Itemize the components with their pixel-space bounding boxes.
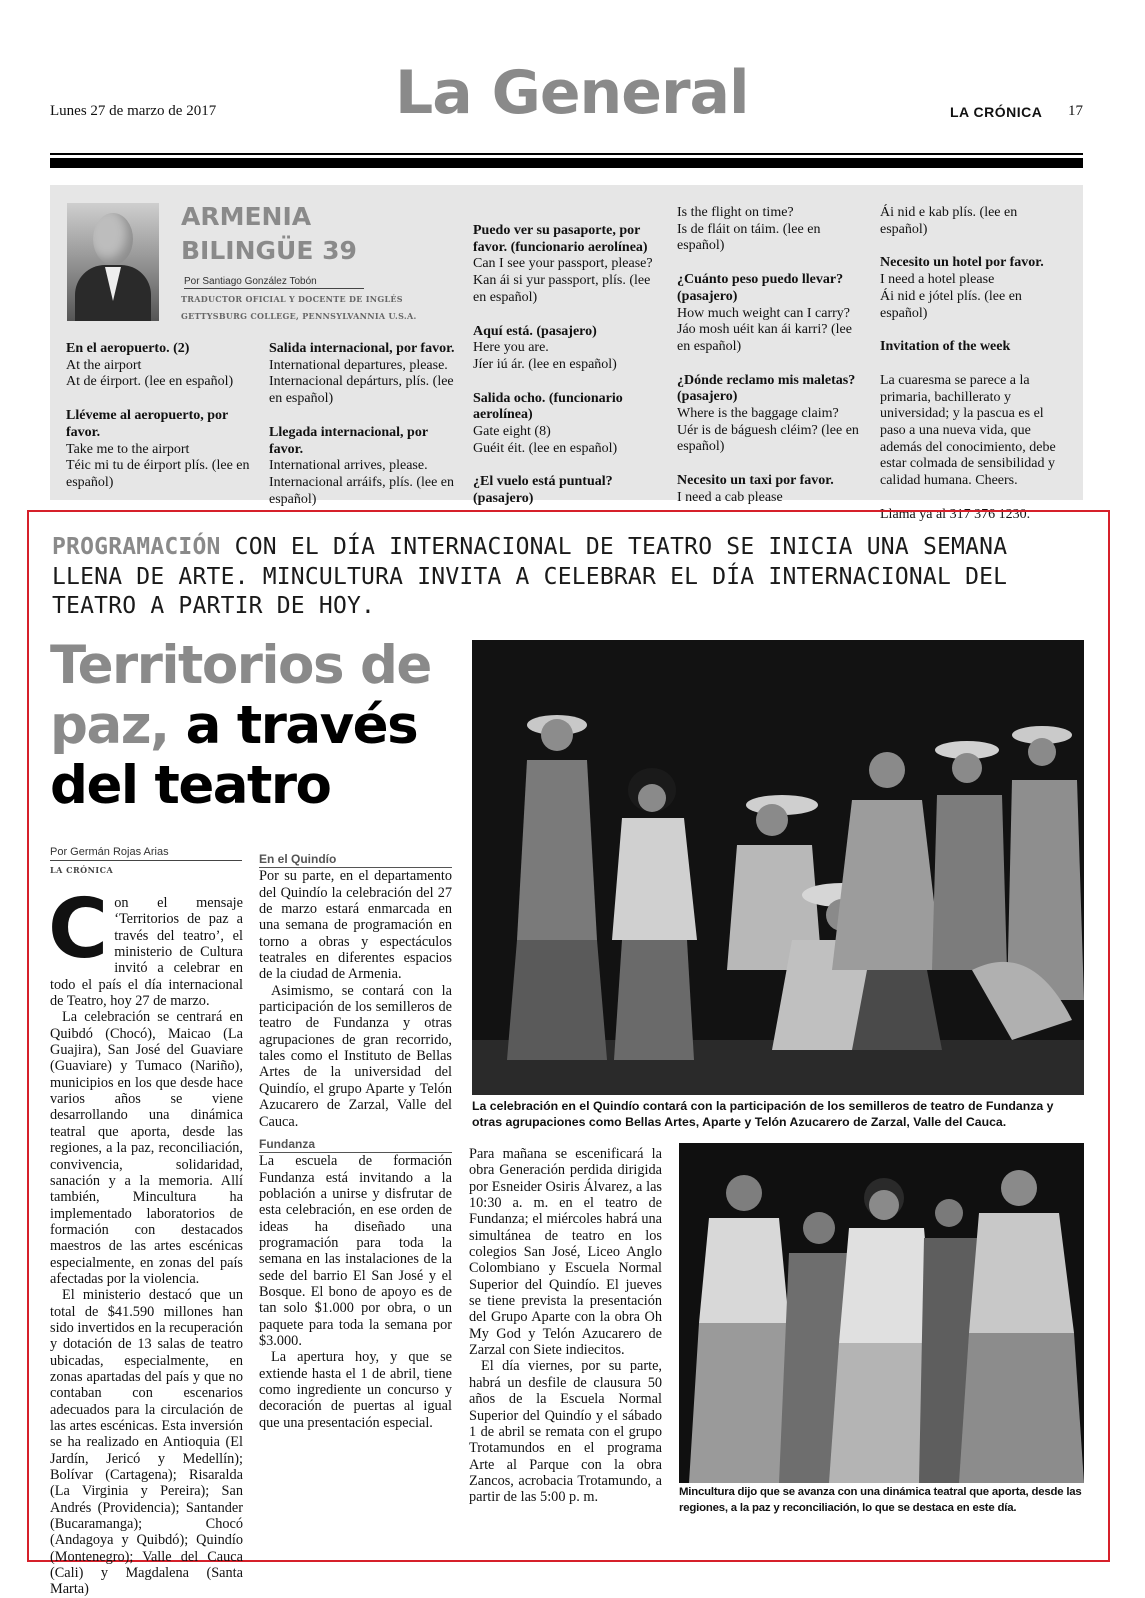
column-entry <box>880 373 1068 490</box>
article-paragraph: La celebración se centrará en Quibdó (Chocó), Maicao (La Guajira), San José del Guaviare (Guaviare) y Tumaco (Nariño), municipios en los que desde hace varios años se viene desarrollando una dinámica teatral que aporta, desde las regiones, a la paz, reconciliación, convivencia, solidaridad, sanación y a la memoria. Allí también, Mincultura ha implementado laboratorios de formación con destacados maestros de las artes escénicas especialmente, en zonas del país afectadas por la violencia. <box>50 1009 243 1287</box>
subhead-quindio: En el Quindío <box>259 851 452 868</box>
article-paragraph: El día viernes, por su parte, habrá un desfile de clausura 50 años de la Escuela Normal Superior del Quindío y el sábado 1 de abril se remata con el grupo Trotamundos en el programa Arte al Parque con la obra Zancos, acrobacia Trotamundo, a partir de las 5:00 p. m. <box>469 1358 662 1506</box>
photo-illustration <box>679 1143 1084 1483</box>
column-entry-heading: Puedo ver su pasaporte, por favor. (funcionario aerolínea) <box>473 223 648 255</box>
kicker-label: PROGRAMACIÓN <box>52 534 221 560</box>
article-paragraph: Para mañana se escenificará la obra Generación perdida dirigida por Esneider Osiris Álvarez, a las 10:30 a. m. en el teatro de Fundanza; el miércoles habrá una simultánea de teatro en los colegios San José, Liceo Anglo Colombiano y Escuela Normal Superior del Quindío. El jueves se tiene prevista la presentación del Grupo Aparte con la obra Oh My God y Telón Azucarero de Zarzal con Siete indiecitos. <box>469 1146 662 1359</box>
column-entry-heading: Salida internacional, por favor. <box>269 341 455 356</box>
column-entry-heading: Aquí está. (pasajero) <box>473 323 597 339</box>
article-headline <box>50 636 460 816</box>
column-entry-line: I need a hotel please <box>880 272 995 288</box>
column-text-c <box>473 223 661 525</box>
column-author: Por Santiago González Tobón <box>184 276 364 289</box>
column-entry-line: Can I see your passport, please? <box>473 256 653 272</box>
column-entry-heading: Necesito un taxi por favor. <box>677 473 834 489</box>
column-text-b <box>269 341 459 525</box>
column-entry <box>677 272 865 356</box>
column-text-d <box>677 205 865 524</box>
column-entry <box>880 255 1068 322</box>
article-paragraph: La apertura hoy, y que se extiende hasta el 1 de abril, tiene como ingrediente un concurso y decoración de puertas al igual que una presentación especial. <box>259 1349 452 1431</box>
column-entry-line: Ái nid e kab plís. (lee en español) <box>880 205 1018 237</box>
byline-newspaper: LA CRÓNICA <box>50 865 114 875</box>
column-entry-line: La cuaresma se parece a la primaria, bachillerato y universidad; y la pascua es el paso a una nueva vida, que además del conocimiento, debe estar colmada de sensibilidad y calidad humana. Cheers. <box>880 372 1056 489</box>
column-entry <box>677 373 865 457</box>
column-text-a <box>66 341 256 509</box>
column-entry <box>269 341 459 408</box>
column-entry-line: Internacional depárturs, plís. (lee en español) <box>269 374 454 407</box>
column-entry-heading: Invitation of the week <box>880 339 1011 355</box>
column-entry-line: International departures, please. <box>269 357 448 373</box>
column-entry-line: At de éirport. (lee en español) <box>66 374 234 390</box>
column-entry <box>677 205 865 255</box>
column-entry-line: Guéit éit. (lee en español) <box>473 440 618 456</box>
column-credential: TRADUCTOR OFICIAL Y DOCENTE DE INGLÉS <box>181 294 403 304</box>
article-byline: Por Germán Rojas Arias <box>50 846 242 861</box>
issue-date: Lunes 27 de marzo de 2017 <box>50 103 217 119</box>
headline-part: Territorios de <box>50 635 431 696</box>
column-entry-line: Téic mi tu de éirport plís. (lee en español) <box>66 458 250 490</box>
article-column-3 <box>469 1146 662 1506</box>
theater-photo-secondary <box>679 1143 1084 1483</box>
column-entry <box>66 341 256 391</box>
column-entry <box>473 474 661 507</box>
article-paragraph: Con el mensaje ‘Territorios de paz a través del teatro’, el ministerio de Cultura invitó a celebrar en todo el país el día internacional de Teatro, hoy 27 de marzo. <box>48 882 243 1010</box>
column-entry-heading: ¿Dónde reclamo mis maletas? (pasajero) <box>677 372 856 405</box>
column-entry-line: Here you are. <box>473 340 549 356</box>
column-entry <box>269 425 459 509</box>
section-title: La General <box>395 58 749 128</box>
subhead-fundanza: Fundanza <box>259 1136 452 1153</box>
header-rule-thin <box>50 153 1083 155</box>
article-paragraph: La escuela de formación Fundanza está invitando a la población a unirse y disfrutar de esta celebración, en ese orden de ideas ha diseñado una programación para toda la semana en las instalaciones de la sede del barrio El San José y el Bosque. El bono de apoyo es de tan solo $1.000 por obra, o un paquete para toda la semana por $3.000. <box>259 1153 452 1349</box>
article-column-2 <box>259 845 452 1431</box>
column-entry-heading: ¿Cuánto peso puedo llevar? (pasajero) <box>677 272 844 304</box>
column-entry-heading: ¿El vuelo está puntual? (pasajero) <box>473 474 613 507</box>
drop-cap: C <box>48 882 109 977</box>
column-entry-line: Where is the baggage claim? <box>677 406 839 422</box>
column-entry <box>677 473 865 506</box>
article-paragraph: El ministerio destacó que un total de $41.590 millones han sido invertidos en la recuperación y dotación de 13 salas de teatro ubicadas, especialmente, en zonas apartadas del país y que no contaban con escenarios adecuados para la circulación de las artes escénicas. Esta inversión se ha realizado en Antioquia (El Jardín, Jericó y Medellín); Bolívar (Cartagena); Risaralda (La Virginia y Pereira); San Andrés (Providencia); Santander (Bucaramanga); Chocó (Andagoya y Quibdó); Quindío (Montenegro); Valle del Cauca (Cali) y Magdalena (Santa Marta) <box>50 1287 243 1598</box>
headline-part: del teatro <box>50 755 331 816</box>
column-entry-line: Uér is de báguesh cléim? (lee en español) <box>677 422 859 455</box>
article-kicker <box>52 533 1087 622</box>
column-entry <box>473 324 661 374</box>
column-entry <box>473 223 661 307</box>
column-entry-line: Ái nid e jótel plís. (lee en español) <box>880 288 1022 321</box>
column-entry-line: At the airport <box>66 357 142 373</box>
column-entry-line: Is de fláit on táim. (lee en español) <box>677 221 821 254</box>
column-text-e <box>880 205 1068 541</box>
column-entry-line: Internacional arráifs, plís. (lee en español) <box>269 474 455 507</box>
column-title-line2: BILINGÜE 39 <box>181 236 357 265</box>
column-entry-line: Gate eight (8) <box>473 424 551 440</box>
column-entry-heading: Lléveme al aeropuerto, por favor. <box>66 408 229 440</box>
author-portrait <box>67 203 159 321</box>
column-entry-line: Is the flight on time? <box>677 205 794 220</box>
column-entry-heading: Salida ocho. (funcionario aerolínea) <box>473 390 623 423</box>
theater-photo-main <box>472 640 1084 1095</box>
column-entry-line: Jáo mosh uéit kan ái karri? (lee en español) <box>677 322 852 354</box>
column-entry-line: International arrives, please. <box>269 458 428 474</box>
kicker-text: CON EL DÍA INTERNACIONAL DE TEATRO SE INICIA UNA SEMANA LLENA DE ARTE. MINCULTURA INVITA A CELEBRAR EL DÍA INTERNACIONAL DEL TEATRO A PARTIR DE HOY. <box>52 534 1008 619</box>
column-entry-line: I need a cab please <box>677 489 783 505</box>
column-entry-line: Jíer iú ár. (lee en español) <box>473 356 617 372</box>
column-entry-line: Take me to the airport <box>66 441 190 457</box>
header-rule-thick <box>50 158 1083 168</box>
article-paragraph: Por su parte, en el departamento del Quindío la celebración del 27 de marzo estará enmarcada en una semana de programación en torno a obras y espectáculos teatrales en diferentes espacios de la ciudad de Armenia. <box>259 868 452 983</box>
headline-part: a través <box>185 695 418 756</box>
column-title <box>181 200 401 268</box>
column-entry-heading: En el aeropuerto. (2) <box>66 341 190 356</box>
page-number: 17 <box>1068 103 1083 119</box>
column-entry <box>880 339 1068 356</box>
column-title-line1: ARMENIA <box>181 202 312 231</box>
headline-part: paz, <box>50 695 169 756</box>
column-entry <box>66 408 256 492</box>
newspaper-name: LA CRÓNICA <box>950 104 1043 120</box>
article-paragraph: Asimismo, se contará con la participación de los semilleros de teatro de Fundanza y otras agrupaciones de gran recorrido, tales como el Instituto de Bellas Artes de la universidad del Quindío, el grupo Aparte y Telón Azucarero de Zarzal, Valle del Cauca. <box>259 982 452 1130</box>
photo-caption-secondary: Mincultura dijo que se avanza con una dinámica teatral que aporta, desde las regiones, a la paz y reconciliación, lo que se destaca en este día. <box>679 1486 1082 1514</box>
column-entry <box>880 205 1068 238</box>
column-entry-heading: Llegada internacional, por favor. <box>269 424 428 457</box>
column-entry-line: Llama ya al 317 376 1230. <box>880 506 1031 522</box>
photo-illustration <box>472 640 1084 1095</box>
article-column-1 <box>48 882 243 1598</box>
column-entry-line: Kan ái si yur passport, plís. (lee en español) <box>473 273 651 305</box>
column-entry-line: How much weight can I carry? <box>677 305 850 321</box>
column-credential: GETTYSBURG COLLEGE, PENNSYLVANNIA U.S.A. <box>181 311 417 321</box>
column-entry-heading: Necesito un hotel por favor. <box>880 255 1044 271</box>
column-entry <box>473 391 661 458</box>
photo-caption-main: La celebración en el Quindío contará con la participación de los semilleros de teatro de Fundanza y otras agrupaciones como Bellas Artes, Aparte y Telón Azucarero de Zarzal, Valle del Cauca. <box>472 1099 1054 1129</box>
